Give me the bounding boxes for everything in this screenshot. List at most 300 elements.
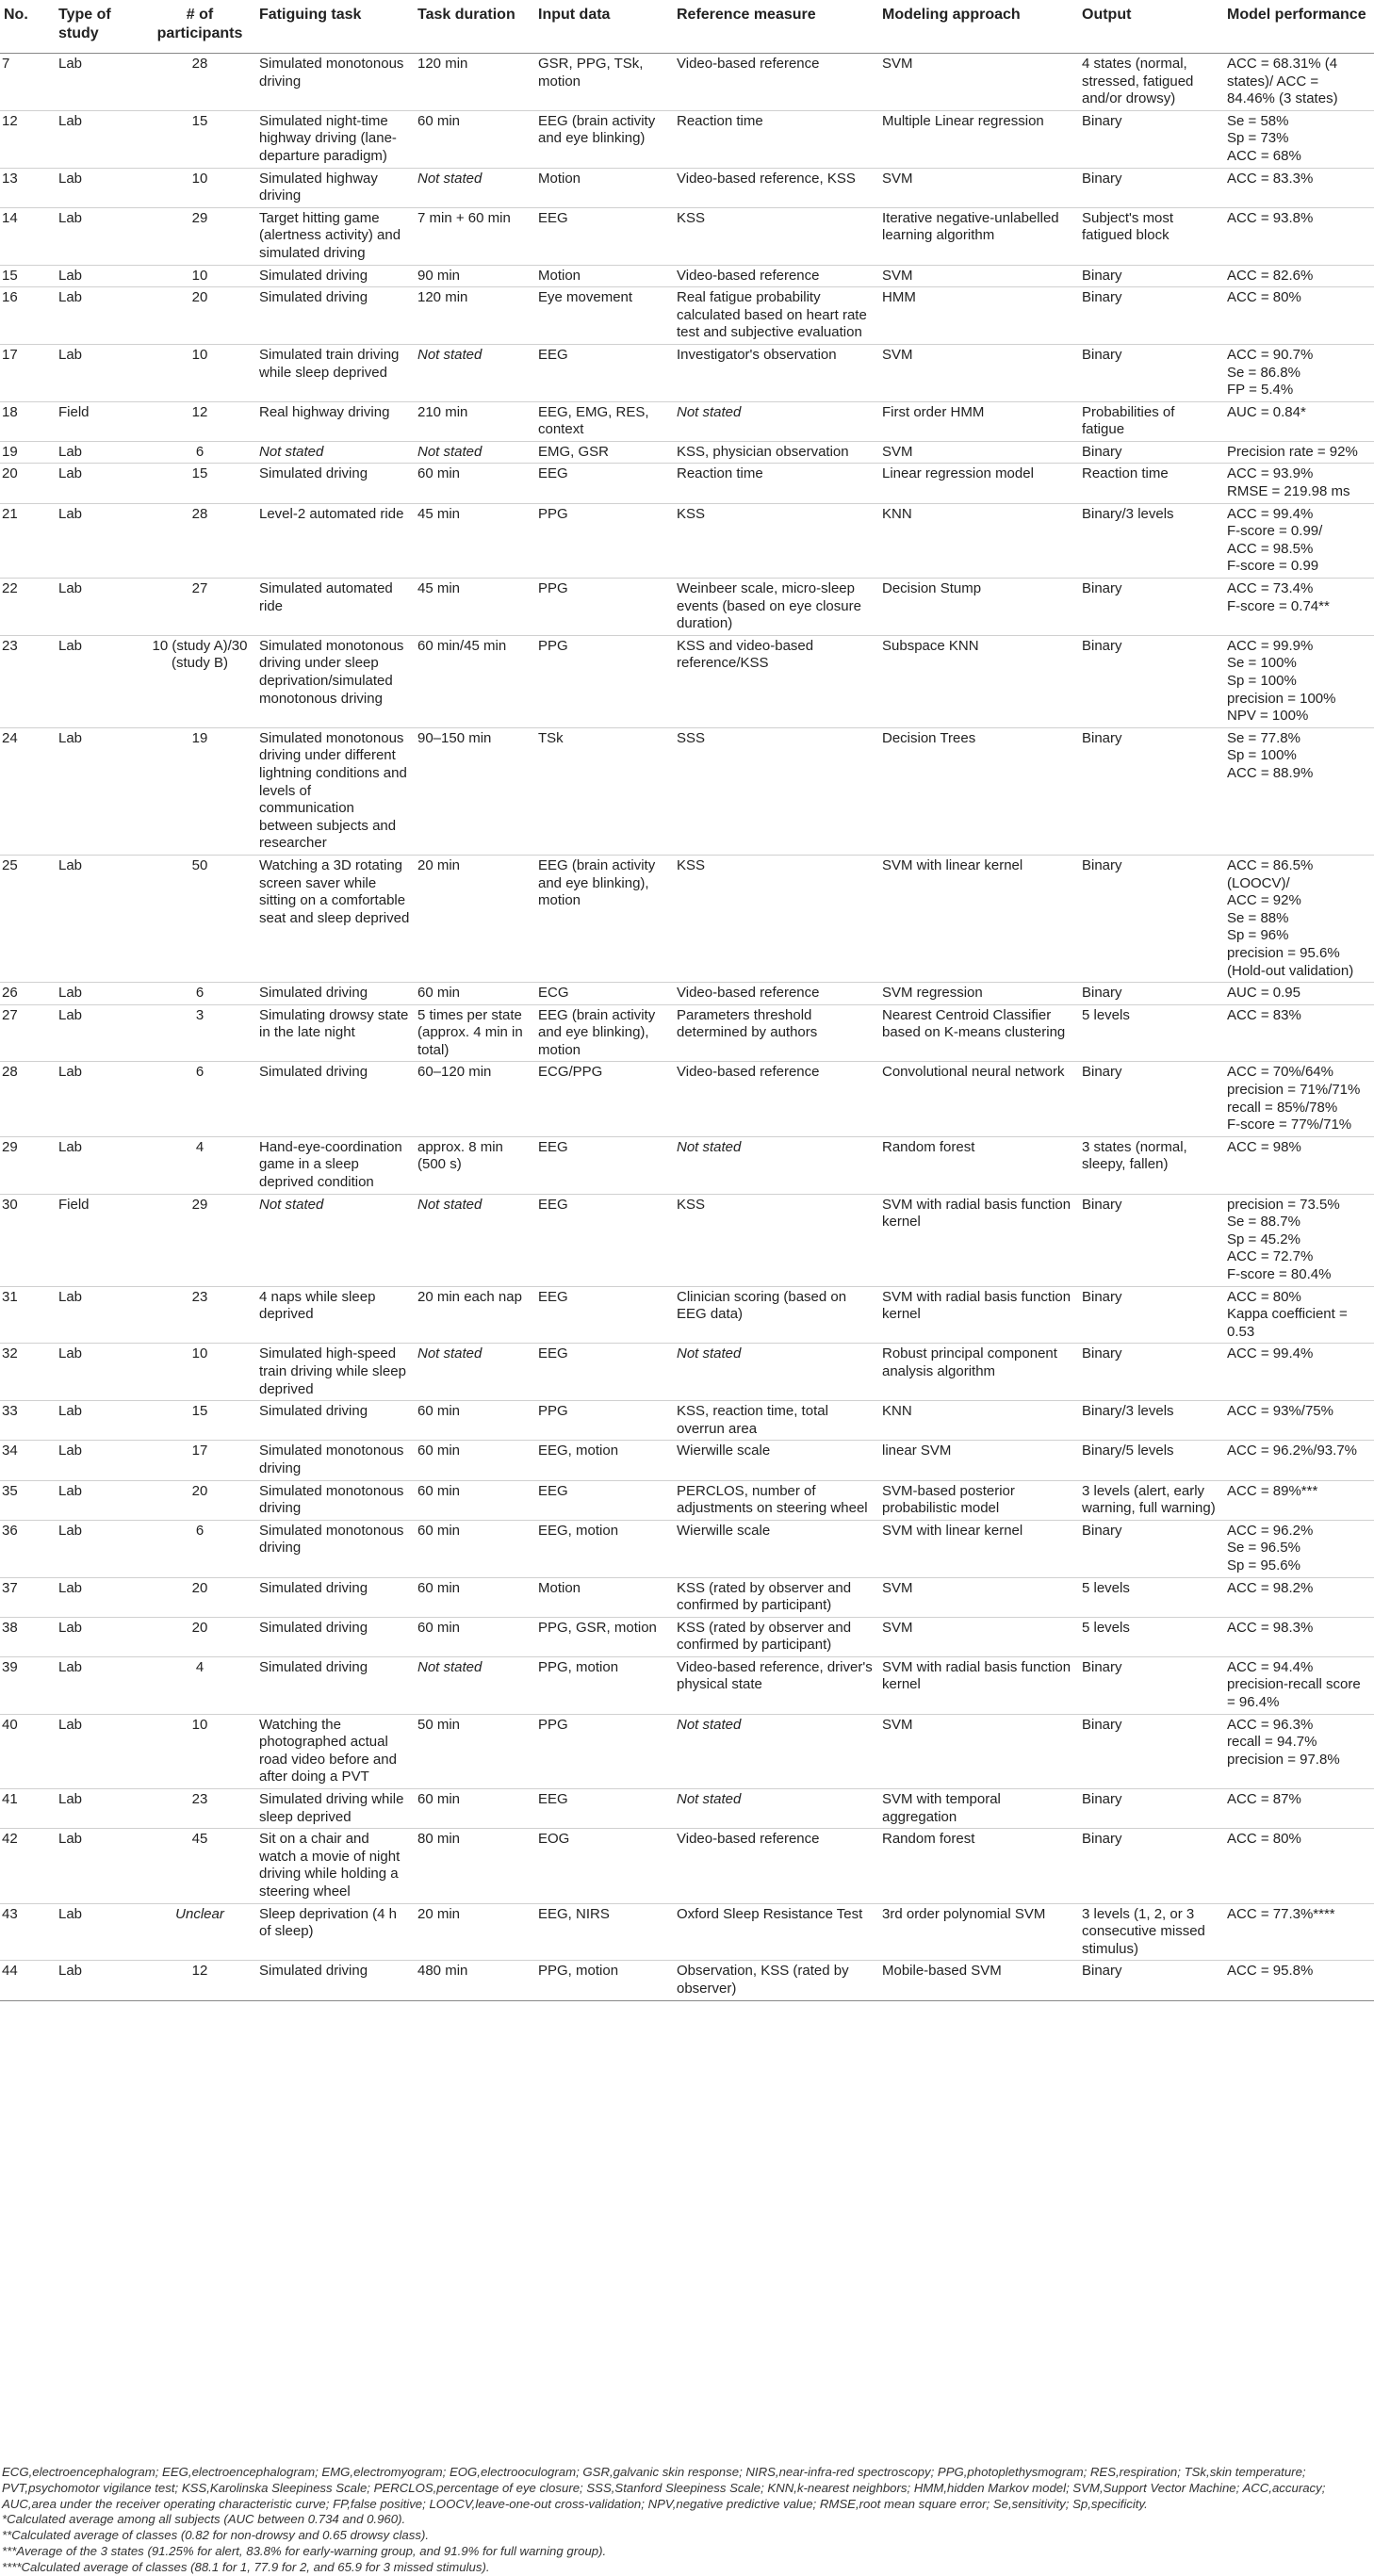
cell-participants: 20 [144,287,255,345]
table-row [0,110,1374,168]
cell-task: Not stated [255,1194,414,1286]
cell-duration: 60 min [414,464,534,503]
cell-output: 3 levels (1, 2, or 3 consecutive missed stimulus) [1078,1903,1223,1961]
cell-no: 41 [0,1789,55,1829]
cell-duration: 60 min [414,983,534,1005]
cell-reference: Reaction time [673,464,878,503]
cell-no: 39 [0,1656,55,1714]
cell-type: Lab [55,54,144,111]
cell-performance: precision = 73.5% Se = 88.7% Sp = 45.2% ACC = 72.7% F-score = 80.4% [1223,1194,1374,1286]
cell-no: 31 [0,1286,55,1344]
cell-task: Simulated driving [255,1401,414,1441]
cell-type: Lab [55,1903,144,1961]
cell-no: 32 [0,1344,55,1401]
cell-task: Simulated train driving while sleep deprived [255,344,414,401]
cell-participants: 20 [144,1617,255,1656]
cell-performance: ACC = 80% [1223,1829,1374,1903]
cell-no: 34 [0,1441,55,1480]
cell-participants: 28 [144,54,255,111]
cell-duration: 60 min [414,1577,534,1617]
cell-reference: Not stated [673,1789,878,1829]
cell-type: Lab [55,1829,144,1903]
cell-reference: KSS, reaction time, total overrun area [673,1401,878,1441]
cell-output: Binary [1078,168,1223,207]
cell-duration: 5 times per state (approx. 4 min in total) [414,1004,534,1062]
cell-participants: 10 (study A)/30 (study B) [144,635,255,727]
cell-type: Lab [55,1961,144,2000]
cell-model: Convolutional neural network [878,1062,1078,1136]
cell-duration: Not stated [414,1194,534,1286]
cell-task: Watching the photographed actual road video before and after doing a PVT [255,1714,414,1788]
cell-type: Lab [55,503,144,578]
cell-no: 12 [0,110,55,168]
cell-output: Binary/3 levels [1078,1401,1223,1441]
cell-task: Target hitting game (alertness activity) and simulated driving [255,207,414,265]
cell-reference: Video-based reference [673,265,878,287]
cell-no: 27 [0,1004,55,1062]
cell-output: 3 levels (alert, early warning, full warning) [1078,1480,1223,1520]
cell-duration: 7 min + 60 min [414,207,534,265]
cell-output: Binary [1078,579,1223,636]
cell-type: Lab [55,110,144,168]
cell-output: Binary [1078,344,1223,401]
cell-output: Binary [1078,1961,1223,2000]
cell-task: Simulated monotonous driving under sleep deprivation/simulated monotonous driving [255,635,414,727]
cell-output: 3 states (normal, sleepy, fallen) [1078,1136,1223,1194]
cell-participants: 29 [144,207,255,265]
cell-input: EEG [534,1480,673,1520]
cell-participants: 10 [144,168,255,207]
table-row [0,1789,1374,1829]
table-row [0,1344,1374,1401]
cell-duration: 20 min [414,855,534,982]
cell-duration: 60 min/45 min [414,635,534,727]
cell-type: Lab [55,579,144,636]
cell-type: Lab [55,265,144,287]
cell-output: 5 levels [1078,1577,1223,1617]
cell-type: Lab [55,464,144,503]
cell-duration: Not stated [414,344,534,401]
cell-model: SVM-based posterior probabilistic model [878,1480,1078,1520]
cell-reference: Video-based reference [673,1829,878,1903]
table-row [0,1286,1374,1344]
cell-task: Not stated [255,441,414,464]
cell-output: Reaction time [1078,464,1223,503]
cell-no: 37 [0,1577,55,1617]
cell-type: Lab [55,287,144,345]
cell-model: Decision Stump [878,579,1078,636]
table-row [0,344,1374,401]
cell-output: Binary [1078,1714,1223,1788]
header-row [0,0,1374,54]
cell-no: 19 [0,441,55,464]
cell-input: EEG [534,1344,673,1401]
cell-no: 24 [0,727,55,855]
cell-no: 17 [0,344,55,401]
cell-type: Lab [55,1520,144,1577]
cell-task: Level-2 automated ride [255,503,414,578]
cell-reference: Reaction time [673,110,878,168]
cell-performance: ACC = 82.6% [1223,265,1374,287]
cell-output: Binary [1078,1829,1223,1903]
cell-task: Simulated driving [255,1961,414,2000]
cell-task: Simulated driving [255,464,414,503]
cell-participants: 19 [144,727,255,855]
cell-participants: Unclear [144,1903,255,1961]
cell-output: Probabilities of fatigue [1078,401,1223,441]
cell-reference: PERCLOS, number of adjustments on steering wheel [673,1480,878,1520]
cell-performance: ACC = 83.3% [1223,168,1374,207]
cell-reference: Real fatigue probability calculated based on heart rate test and subjective evaluation [673,287,878,345]
table-row [0,1136,1374,1194]
table-row [0,1194,1374,1286]
cell-reference: KSS [673,855,878,982]
cell-duration: 60–120 min [414,1062,534,1136]
cell-duration: 60 min [414,1789,534,1829]
cell-task: Simulated driving [255,983,414,1005]
cell-performance: Precision rate = 92% [1223,441,1374,464]
cell-duration: 120 min [414,287,534,345]
cell-no: 29 [0,1136,55,1194]
cell-duration: 480 min [414,1961,534,2000]
cell-participants: 27 [144,579,255,636]
cell-model: SVM with temporal aggregation [878,1789,1078,1829]
cell-output: 5 levels [1078,1617,1223,1656]
cell-model: First order HMM [878,401,1078,441]
cell-performance: ACC = 95.8% [1223,1961,1374,2000]
cell-task: Simulated driving [255,1577,414,1617]
cell-reference: KSS [673,207,878,265]
cell-reference: Not stated [673,1136,878,1194]
table-row [0,265,1374,287]
cell-reference: Weinbeer scale, micro-sleep events (based on eye closure duration) [673,579,878,636]
cell-duration: 60 min [414,1520,534,1577]
cell-no: 18 [0,401,55,441]
cell-performance: ACC = 93%/75% [1223,1401,1374,1441]
table-row [0,1577,1374,1617]
cell-no: 16 [0,287,55,345]
table-row [0,579,1374,636]
cell-performance: ACC = 87% [1223,1789,1374,1829]
cell-participants: 12 [144,1961,255,2000]
col-header-type: Type of study [55,0,144,54]
cell-type: Field [55,401,144,441]
cell-output: 4 states (normal, stressed, fatigued and/or drowsy) [1078,54,1223,111]
cell-output: Binary [1078,1194,1223,1286]
cell-output: Binary [1078,1062,1223,1136]
cell-participants: 20 [144,1480,255,1520]
cell-input: PPG, motion [534,1656,673,1714]
cell-participants: 15 [144,464,255,503]
cell-input: EMG, GSR [534,441,673,464]
cell-performance: ACC = 80% [1223,287,1374,345]
table-row [0,401,1374,441]
cell-participants: 6 [144,1062,255,1136]
cell-reference: Clinician scoring (based on EEG data) [673,1286,878,1344]
cell-reference: Parameters threshold determined by authors [673,1004,878,1062]
cell-model: Iterative negative-unlabelled learning algorithm [878,207,1078,265]
cell-type: Lab [55,1617,144,1656]
cell-duration: 60 min [414,1480,534,1520]
cell-model: Robust principal component analysis algorithm [878,1344,1078,1401]
cell-performance: ACC = 98.3% [1223,1617,1374,1656]
cell-no: 40 [0,1714,55,1788]
cell-reference: Not stated [673,401,878,441]
cell-participants: 45 [144,1829,255,1903]
cell-participants: 3 [144,1004,255,1062]
cell-type: Lab [55,1062,144,1136]
cell-input: Eye movement [534,287,673,345]
cell-model: Decision Trees [878,727,1078,855]
cell-output: Binary [1078,855,1223,982]
cell-type: Lab [55,1656,144,1714]
table-row [0,1401,1374,1441]
cell-participants: 23 [144,1286,255,1344]
table-row [0,207,1374,265]
cell-input: ECG/PPG [534,1062,673,1136]
cell-model: KNN [878,1401,1078,1441]
table-footnotes [2,2465,1368,2576]
cell-model: Mobile-based SVM [878,1961,1078,2000]
cell-performance: ACC = 86.5% (LOOCV)/ ACC = 92% Se = 88% Sp = 96% precision = 95.6% (Hold-out validation) [1223,855,1374,982]
col-header-duration: Task duration [414,0,534,54]
cell-no: 33 [0,1401,55,1441]
table-row [0,1829,1374,1903]
cell-type: Lab [55,168,144,207]
cell-no: 22 [0,579,55,636]
cell-performance: AUC = 0.95 [1223,983,1374,1005]
cell-reference: SSS [673,727,878,855]
cell-model: Subspace KNN [878,635,1078,727]
cell-input: EEG, EMG, RES, context [534,401,673,441]
cell-model: SVM with linear kernel [878,1520,1078,1577]
cell-output: Binary [1078,441,1223,464]
cell-input: EEG (brain activity and eye blinking) [534,110,673,168]
cell-participants: 10 [144,1344,255,1401]
table-row [0,983,1374,1005]
cell-task: Simulated driving [255,1656,414,1714]
table-row [0,727,1374,855]
cell-input: EEG [534,344,673,401]
cell-model: SVM [878,441,1078,464]
cell-reference: Video-based reference [673,983,878,1005]
cell-task: Simulated driving [255,265,414,287]
col-header-output: Output [1078,0,1223,54]
cell-type: Lab [55,983,144,1005]
cell-no: 25 [0,855,55,982]
cell-output: Binary/3 levels [1078,503,1223,578]
cell-input: PPG [534,503,673,578]
cell-no: 43 [0,1903,55,1961]
table-body [0,54,1374,2001]
cell-performance: ACC = 99.4% [1223,1344,1374,1401]
cell-input: EEG [534,1286,673,1344]
cell-participants: 10 [144,344,255,401]
cell-participants: 15 [144,110,255,168]
footnote-2: **Calculated average of classes (0.82 for non-drowsy and 0.65 drowsy class). [2,2528,429,2543]
cell-model: Random forest [878,1829,1078,1903]
cell-participants: 6 [144,1520,255,1577]
cell-duration: Not stated [414,1344,534,1401]
cell-input: Motion [534,168,673,207]
cell-duration: Not stated [414,441,534,464]
cell-performance: ACC = 93.9% RMSE = 219.98 ms [1223,464,1374,503]
cell-reference: Not stated [673,1714,878,1788]
cell-output: Binary [1078,287,1223,345]
cell-model: SVM [878,265,1078,287]
cell-task: Sleep deprivation (4 h of sleep) [255,1903,414,1961]
cell-output: Binary [1078,1344,1223,1401]
footnote-1: *Calculated average among all subjects (AUC between 0.734 and 0.960). [2,2512,406,2527]
cell-reference: Video-based reference [673,54,878,111]
cell-duration: approx. 8 min (500 s) [414,1136,534,1194]
col-header-participants: # of participants [144,0,255,54]
cell-no: 14 [0,207,55,265]
cell-task: Hand-eye-coordination game in a sleep deprived condition [255,1136,414,1194]
cell-model: Multiple Linear regression [878,110,1078,168]
cell-input: GSR, PPG, TSk, motion [534,54,673,111]
cell-performance: ACC = 90.7% Se = 86.8% FP = 5.4% [1223,344,1374,401]
cell-output: Binary/5 levels [1078,1441,1223,1480]
cell-model: SVM [878,1714,1078,1788]
cell-performance: ACC = 83% [1223,1004,1374,1062]
cell-participants: 28 [144,503,255,578]
cell-model: Nearest Centroid Classifier based on K-means clustering [878,1004,1078,1062]
cell-input: EEG [534,1136,673,1194]
table-header [0,0,1374,54]
cell-task: Simulated monotonous driving [255,54,414,111]
cell-performance: Se = 77.8% Sp = 100% ACC = 88.9% [1223,727,1374,855]
cell-performance: ACC = 94.4% precision-recall score = 96.4% [1223,1656,1374,1714]
table-row [0,1480,1374,1520]
cell-reference: KSS, physician observation [673,441,878,464]
table-row [0,287,1374,345]
cell-participants: 10 [144,265,255,287]
cell-input: EOG [534,1829,673,1903]
cell-no: 42 [0,1829,55,1903]
cell-task: 4 naps while sleep deprived [255,1286,414,1344]
cell-type: Lab [55,1714,144,1788]
cell-reference: Video-based reference, KSS [673,168,878,207]
cell-input: PPG [534,635,673,727]
table-row [0,1961,1374,2000]
cell-type: Lab [55,344,144,401]
cell-task: Watching a 3D rotating screen saver while sitting on a comfortable seat and sleep deprived [255,855,414,982]
cell-duration: 20 min each nap [414,1286,534,1344]
cell-duration: Not stated [414,168,534,207]
cell-input: TSk [534,727,673,855]
cell-type: Lab [55,1286,144,1344]
cell-type: Lab [55,1577,144,1617]
cell-performance: ACC = 98.2% [1223,1577,1374,1617]
cell-task: Simulated highway driving [255,168,414,207]
cell-output: Binary [1078,1789,1223,1829]
cell-model: SVM regression [878,983,1078,1005]
table-row [0,441,1374,464]
cell-model: SVM with radial basis function kernel [878,1656,1078,1714]
cell-reference: Observation, KSS (rated by observer) [673,1961,878,2000]
cell-type: Lab [55,1480,144,1520]
cell-output: Binary [1078,635,1223,727]
table-row [0,1062,1374,1136]
table-row [0,54,1374,111]
cell-participants: 4 [144,1136,255,1194]
cell-no: 7 [0,54,55,111]
cell-input: EEG [534,464,673,503]
cell-duration: 45 min [414,579,534,636]
footnote-3: ***Average of the 3 states (91.25% for alert, 83.8% for early-warning group, and 91.9% for full warning group). [2,2543,607,2558]
cell-output: 5 levels [1078,1004,1223,1062]
col-header-performance: Model performance [1223,0,1374,54]
cell-type: Lab [55,1004,144,1062]
cell-input: PPG [534,1714,673,1788]
cell-performance: ACC = 98% [1223,1136,1374,1194]
col-header-task: Fatiguing task [255,0,414,54]
cell-performance: ACC = 96.3% recall = 94.7% precision = 97.8% [1223,1714,1374,1788]
cell-input: EEG [534,1789,673,1829]
cell-task: Simulated high-speed train driving while sleep deprived [255,1344,414,1401]
cell-task: Simulated monotonous driving under different lightning conditions and levels of communication between subjects and researcher [255,727,414,855]
cell-performance: ACC = 99.9% Se = 100% Sp = 100% precision = 100% NPV = 100% [1223,635,1374,727]
cell-duration: 60 min [414,1401,534,1441]
cell-participants: 17 [144,1441,255,1480]
cell-task: Sit on a chair and watch a movie of night driving while holding a steering wheel [255,1829,414,1903]
cell-performance: ACC = 96.2%/93.7% [1223,1441,1374,1480]
cell-participants: 12 [144,401,255,441]
cell-type: Lab [55,1344,144,1401]
cell-participants: 4 [144,1656,255,1714]
cell-task: Simulating drowsy state in the late night [255,1004,414,1062]
cell-participants: 23 [144,1789,255,1829]
cell-task: Simulated driving [255,1617,414,1656]
cell-input: PPG, GSR, motion [534,1617,673,1656]
col-header-input: Input data [534,0,673,54]
cell-duration: 80 min [414,1829,534,1903]
cell-input: EEG (brain activity and eye blinking), motion [534,855,673,982]
col-header-no: No. [0,0,55,54]
cell-input: PPG, motion [534,1961,673,2000]
cell-participants: 10 [144,1714,255,1788]
cell-performance: ACC = 70%/64% precision = 71%/71% recall = 85%/78% F-score = 77%/71% [1223,1062,1374,1136]
cell-input: PPG [534,1401,673,1441]
cell-no: 15 [0,265,55,287]
cell-type: Lab [55,207,144,265]
cell-duration: 20 min [414,1903,534,1961]
cell-task: Simulated automated ride [255,579,414,636]
cell-reference: KSS [673,503,878,578]
cell-participants: 15 [144,1401,255,1441]
cell-performance: ACC = 80% Kappa coefficient = 0.53 [1223,1286,1374,1344]
col-header-reference: Reference measure [673,0,878,54]
cell-task: Simulated monotonous driving [255,1520,414,1577]
cell-output: Binary [1078,983,1223,1005]
cell-reference: Wierwille scale [673,1441,878,1480]
cell-task: Simulated night-time highway driving (lane-departure paradigm) [255,110,414,168]
cell-input: ECG [534,983,673,1005]
cell-input: Motion [534,1577,673,1617]
cell-duration: 60 min [414,1441,534,1480]
cell-no: 23 [0,635,55,727]
cell-no: 38 [0,1617,55,1656]
cell-type: Lab [55,727,144,855]
cell-performance: ACC = 93.8% [1223,207,1374,265]
cell-output: Binary [1078,727,1223,855]
cell-no: 36 [0,1520,55,1577]
cell-model: Random forest [878,1136,1078,1194]
cell-participants: 29 [144,1194,255,1286]
cell-model: Linear regression model [878,464,1078,503]
cell-output: Binary [1078,1520,1223,1577]
